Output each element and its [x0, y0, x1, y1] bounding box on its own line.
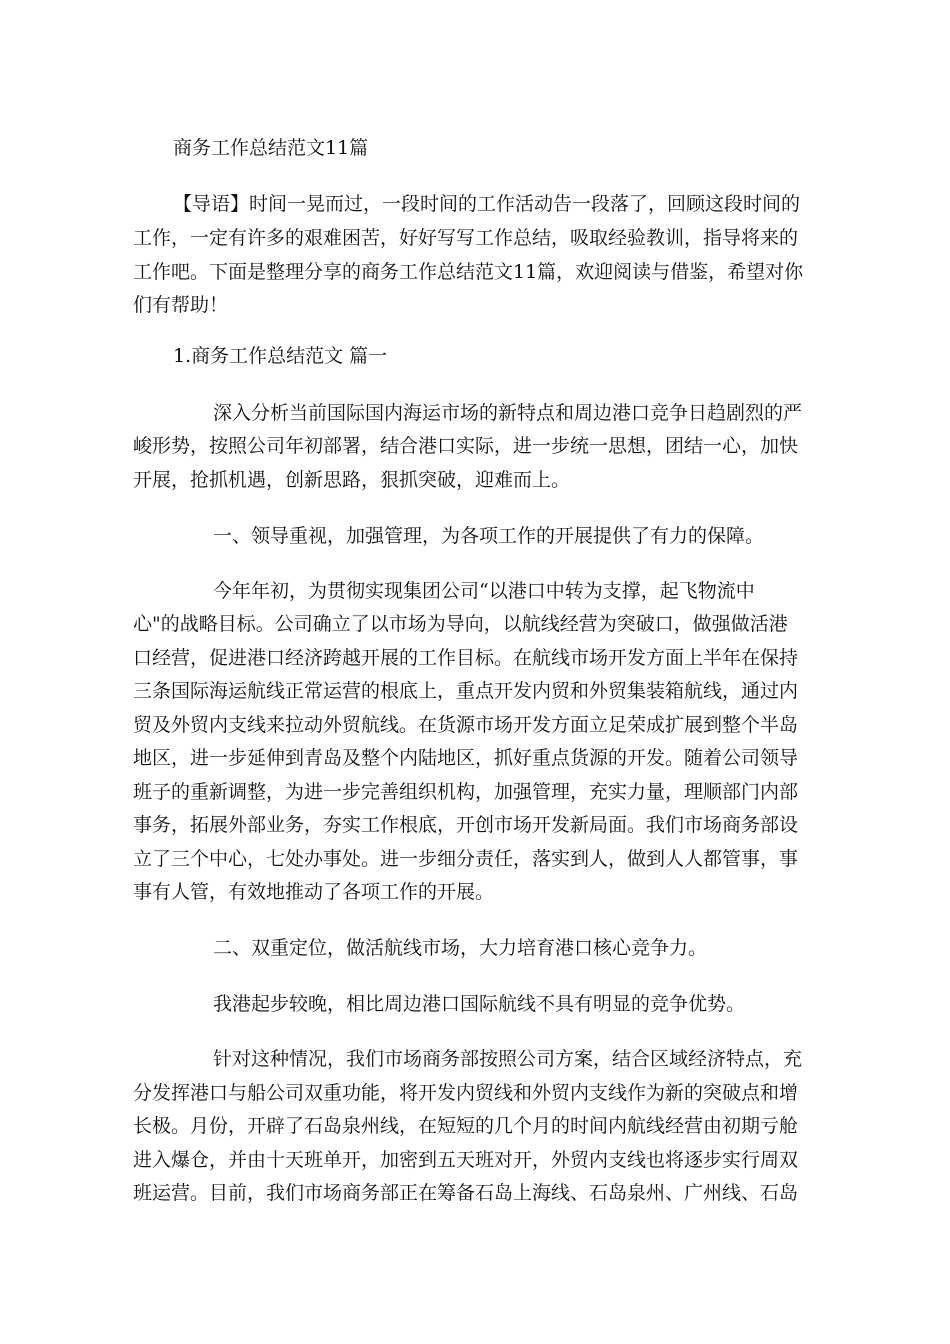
para2-line-5: 贸及外贸内支线来拉动外贸航线。在货源市场开发方面立足荣成扩展到整个半岛	[133, 714, 799, 736]
section-title: 1.商务工作总结范文 篇一	[173, 345, 388, 367]
para4-line-4: 进入爆仓，并由十天班单开，加密到五天班对开，外贸内支线也将逐步实行周双	[133, 1149, 799, 1171]
para2-line-3: 口经营，促进港口经济跨越开展的工作目标。在航线市场开发方面上半年在保持	[133, 647, 799, 669]
para4-line-1: 针对这种情况，我们市场商务部按照公司方案，结合区域经济特点，充	[213, 1048, 803, 1070]
para1-line-1: 深入分析当前国际国内海运市场的新特点和周边港口竞争日趋剧烈的严	[213, 402, 803, 424]
heading-2: 二、双重定位，做活航线市场，大力培育港口核心竞争力。	[213, 937, 708, 959]
para2-line-6: 地区，进一步延伸到青岛及整个内陆地区，抓好重点货源的开发。随着公司领导	[133, 747, 799, 769]
para1-line-3: 开展，抢抓机遇，创新思路，狠抓突破，迎难而上。	[133, 469, 571, 491]
intro-line-2: 工作，一定有许多的艰难困苦，好好写写工作总结，吸取经验教训，指导将来的	[133, 227, 799, 249]
para2-line-4: 三条国际海运航线正常运营的根底上，重点开发内贸和外贸集装箱航线，通过内	[133, 680, 799, 702]
para4-line-3: 长极。月份，开辟了石岛泉州线，在短短的几个月的时间内航线经营由初期亏舱	[133, 1115, 799, 1137]
para4-line-2: 分发挥港口与船公司双重功能，将开发内贸线和外贸内支线作为新的突破点和增	[133, 1082, 799, 1104]
document-title: 商务工作总结范文11篇	[173, 137, 369, 159]
heading-1: 一、领导重视，加强管理，为各项工作的开展提供了有力的保障。	[213, 525, 765, 547]
intro-line-4: 们有帮助！	[133, 294, 229, 316]
intro-line-3: 工作吧。下面是整理分享的商务工作总结范文11篇，欢迎阅读与借鉴，希望对你	[133, 261, 804, 283]
para2-line-9: 立了三个中心，七处办事处。进一步细分责任，落实到人，做到人人都管事，事	[133, 848, 799, 870]
intro-line-1: 【导语】时间一晃而过，一段时间的工作活动告一段落了，回顾这段时间的	[173, 193, 801, 215]
para3-line-1: 我港起步较晚，相比周边港口国际航线不具有明显的竞争优势。	[213, 993, 746, 1015]
para1-line-2: 峻形势，按照公司年初部署，结合港口实际，进一步统一思想，团结一心，加快	[133, 435, 799, 457]
para2-line-10: 事有人管，有效地推动了各项工作的开展。	[133, 881, 495, 903]
para4-line-5: 班运营。目前，我们市场商务部正在筹备石岛上海线、石岛泉州、广州线、石岛	[133, 1182, 799, 1204]
para2-line-1: 今年年初，为贯彻实现集团公司“以港口中转为支撑，起飞物流中	[213, 580, 755, 602]
para2-line-8: 事务，拓展外部业务，夯实工作根底，开创市场开发新局面。我们市场商务部设	[133, 814, 799, 836]
para2-line-7: 班子的重新调整，为进一步完善组织机构，加强管理，充实力量，理顺部门内部	[133, 781, 799, 803]
para2-line-2: 心"的战略目标。公司确立了以市场为导向，以航线经营为突破口，做强做活港	[133, 613, 788, 635]
